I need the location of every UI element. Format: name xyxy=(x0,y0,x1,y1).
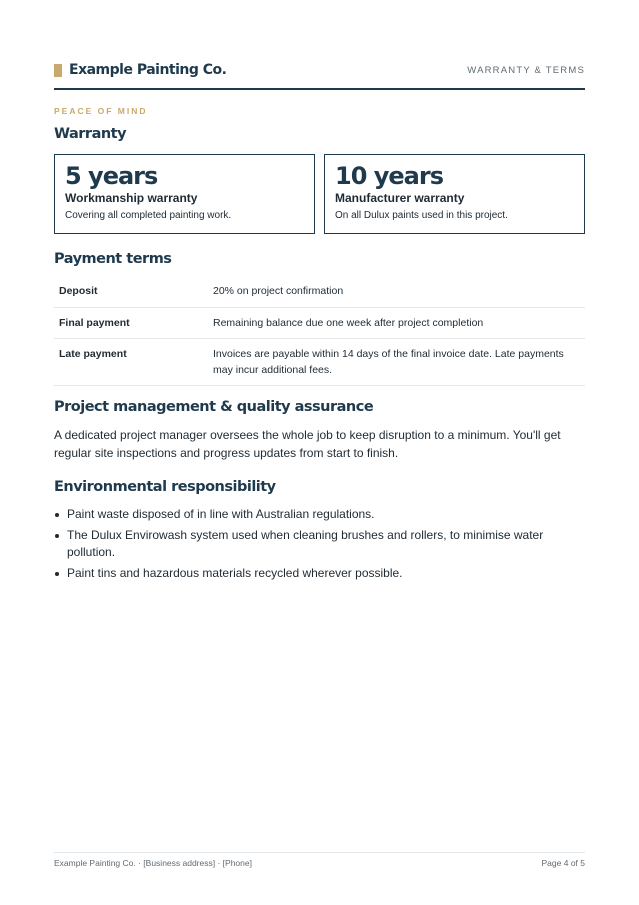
list-item: The Dulux Envirowash system used when cleaning brushes and rollers, to minimise water pollution. xyxy=(54,527,574,561)
warranty-heading: Warranty xyxy=(54,126,127,142)
payment-heading: Payment terms xyxy=(54,251,172,267)
brand xyxy=(54,62,226,78)
warranty-description: On all Dulux paints used in this project. xyxy=(335,210,508,221)
warranty-eyebrow: PEACE OF MIND xyxy=(54,106,148,116)
table-row xyxy=(54,307,585,339)
warranty-title: Workmanship warranty xyxy=(65,191,198,205)
term-value: 20% on project confirmation xyxy=(213,276,585,307)
section-label: WARRANTY & TERMS xyxy=(467,65,585,76)
term-value: Invoices are payable within 14 days of the final invoice date. Late payments may incur additional fees. xyxy=(213,339,585,386)
page-number: Page 4 of 5 xyxy=(541,858,585,868)
environment-heading: Environmental responsibility xyxy=(54,479,276,495)
page-footer xyxy=(54,852,585,868)
footer-contact: Example Painting Co. · [Business address] · [Phone] xyxy=(54,858,252,868)
project-management-heading: Project management & quality assurance xyxy=(54,399,374,415)
warranty-cards xyxy=(54,154,585,234)
page-header xyxy=(54,62,585,90)
warranty-duration: 10 years xyxy=(335,162,443,190)
warranty-description: Covering all completed painting work. xyxy=(65,210,232,221)
payment-terms-table xyxy=(54,276,585,386)
term-label: Deposit xyxy=(54,276,213,307)
brand-mark-icon xyxy=(54,64,62,77)
company-name: Example Painting Co. xyxy=(69,62,227,78)
term-label: Late payment xyxy=(54,339,213,386)
warranty-card-workmanship xyxy=(54,154,315,234)
table-row xyxy=(54,276,585,307)
list-item: Paint waste disposed of in line with Australian regulations. xyxy=(54,506,574,523)
term-label: Final payment xyxy=(54,307,213,339)
term-value: Remaining balance due one week after project completion xyxy=(213,307,585,339)
list-item: Paint tins and hazardous materials recycled wherever possible. xyxy=(54,565,574,582)
project-management-body: A dedicated project manager oversees the whole job to keep disruption to a minimum. You'll get regular site inspections and progress updates from start to finish. xyxy=(54,428,561,460)
warranty-duration: 5 years xyxy=(65,162,158,190)
environment-list xyxy=(54,506,574,586)
warranty-card-manufacturer xyxy=(324,154,585,234)
table-row xyxy=(54,339,585,386)
warranty-title: Manufacturer warranty xyxy=(335,191,465,205)
